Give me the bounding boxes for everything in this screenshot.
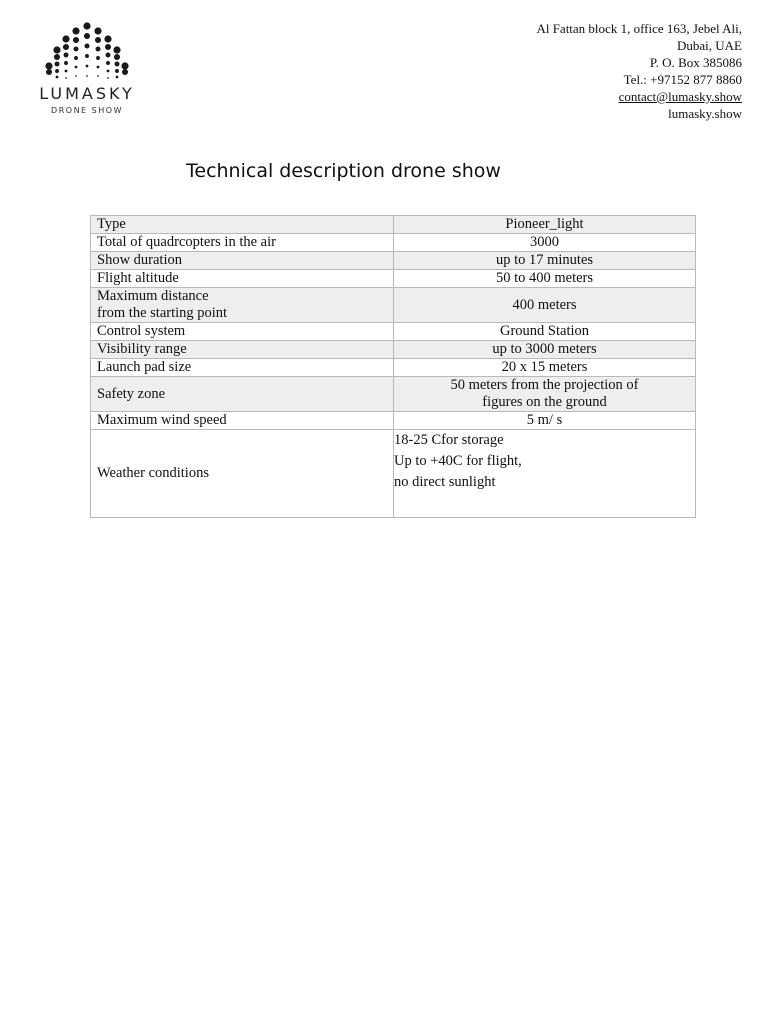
logo-dot	[116, 76, 119, 79]
page-title: Technical description drone show	[186, 160, 501, 182]
logo-dot	[114, 54, 120, 60]
table-row	[91, 341, 696, 359]
spec-label: Visibility range	[97, 341, 187, 357]
spec-table	[90, 215, 696, 518]
spec-value-cell	[394, 270, 696, 288]
logo-dot	[95, 37, 101, 43]
logo-dot	[46, 69, 52, 75]
logo-dot	[63, 44, 69, 50]
logo-dot	[121, 62, 128, 69]
spec-label: Safety zone	[97, 385, 166, 402]
logo-dot	[104, 35, 111, 42]
spec-label: Control system	[97, 323, 186, 339]
table-row	[91, 412, 696, 430]
logo-dot	[115, 62, 120, 67]
logo-dot	[96, 56, 100, 60]
spec-value: 400 meters	[512, 296, 577, 313]
logo-dot	[64, 61, 68, 65]
spec-label-cell	[91, 323, 394, 341]
table-row	[91, 252, 696, 270]
logo-dot	[72, 27, 79, 34]
spec-value-cell	[394, 252, 696, 270]
spec-label-cell	[91, 234, 394, 252]
logo-dot	[83, 22, 90, 29]
logo-dot	[122, 69, 128, 75]
spec-label-cell	[91, 412, 394, 430]
spec-value-cell	[394, 216, 696, 234]
table-row	[91, 216, 696, 234]
logo-dot	[113, 46, 120, 53]
spec-value-cell	[394, 341, 696, 359]
logo-dot	[85, 54, 89, 58]
logo-dot	[84, 33, 90, 39]
spec-value: figures on the ground	[482, 394, 607, 410]
logo-dot	[94, 27, 101, 34]
spec-value-cell	[394, 323, 696, 341]
spec-value-cell	[394, 234, 696, 252]
logo-dot	[64, 53, 69, 58]
spec-label-cell	[91, 216, 394, 234]
spec-value-cell	[394, 377, 696, 412]
logo-dot	[97, 75, 99, 77]
telephone: Tel.: +97152 877 8860	[623, 72, 742, 87]
spec-value: 50 meters from the projection of	[450, 377, 639, 393]
spec-value: 50 to 400 meters	[495, 270, 594, 286]
spec-label: Maximum distance	[97, 288, 209, 304]
table-row	[91, 359, 696, 377]
spec-value: up to 17 minutes	[495, 252, 594, 268]
spec-label: from the starting point	[97, 305, 228, 321]
logo-dot	[85, 44, 90, 49]
spec-label-cell	[91, 252, 394, 270]
logo-dot	[45, 62, 52, 69]
brand-name: LUMASKY	[39, 84, 135, 103]
address-line-2: Dubai, UAE	[677, 38, 742, 53]
logo-dot	[86, 75, 88, 77]
spec-label: Show duration	[97, 252, 182, 268]
table-row	[91, 377, 696, 412]
logo-dot	[74, 56, 78, 60]
spec-value: Pioneer_light	[505, 216, 584, 232]
contact-block	[536, 20, 742, 122]
dots-arc-icon	[45, 22, 129, 80]
spec-label: Flight altitude	[97, 270, 179, 286]
address-line-1: Al Fattan block 1, office 163, Jebel Ali,	[536, 21, 742, 36]
spec-label: Total of quadrcopters in the air	[97, 234, 276, 250]
logo-dot	[86, 65, 89, 68]
logo-dot	[97, 66, 100, 69]
logo-dot	[56, 76, 59, 79]
logo-dot	[73, 37, 79, 43]
table-row	[91, 234, 696, 252]
logo-dot	[107, 77, 109, 79]
table-row	[91, 270, 696, 288]
spec-label: Weather conditions	[97, 465, 209, 481]
spec-value-cell	[394, 412, 696, 430]
logo-dot	[115, 69, 119, 73]
table-row	[91, 288, 696, 323]
spec-value: Up to +40C for flight,	[394, 453, 522, 469]
spec-value: no direct sunlight	[394, 474, 496, 490]
logo-dot	[65, 70, 68, 73]
spec-value: 18-25 Cfor storage	[394, 432, 504, 448]
brand-subtitle: DRONE SHOW	[51, 106, 123, 115]
spec-label-cell	[91, 359, 394, 377]
logo-dot	[75, 66, 78, 69]
spec-value-cell	[394, 430, 696, 518]
spec-value: 20 x 15 meters	[501, 359, 588, 375]
logo-dot	[105, 44, 111, 50]
spec-label-cell	[91, 430, 394, 518]
company-logo	[26, 22, 148, 118]
logo-dot	[55, 69, 59, 73]
spec-label-cell	[91, 288, 394, 323]
spec-value-cell	[394, 359, 696, 377]
spec-label-cell	[91, 341, 394, 359]
logo-dot	[74, 47, 79, 52]
spec-value: 3000	[530, 234, 559, 250]
spec-label: Launch pad size	[97, 359, 192, 375]
logo-dot	[75, 75, 77, 77]
spec-label: Maximum wind speed	[97, 412, 227, 428]
spec-label-cell	[91, 377, 394, 412]
spec-label-cell	[91, 270, 394, 288]
email-link[interactable]: contact@lumasky.show	[618, 89, 742, 104]
logo-dot	[96, 47, 101, 52]
logo-dot	[106, 61, 110, 65]
spec-value-cell	[394, 288, 696, 323]
logo-dot	[62, 35, 69, 42]
logo-dot	[55, 62, 60, 67]
spec-label: Type	[97, 216, 126, 232]
spec-value: up to 3000 meters	[492, 341, 597, 357]
table-row	[91, 430, 696, 518]
website-text: lumasky.show	[668, 106, 742, 121]
spec-value: 5 m/ s	[526, 412, 563, 428]
logo-dot	[107, 70, 110, 73]
table-row	[91, 323, 696, 341]
logo-dot	[106, 53, 111, 58]
logo-dot	[65, 77, 67, 79]
po-box: P. O. Box 385086	[649, 55, 742, 70]
logo-dot	[53, 46, 60, 53]
logo-dot	[54, 54, 60, 60]
spec-value: Ground Station	[499, 323, 589, 339]
